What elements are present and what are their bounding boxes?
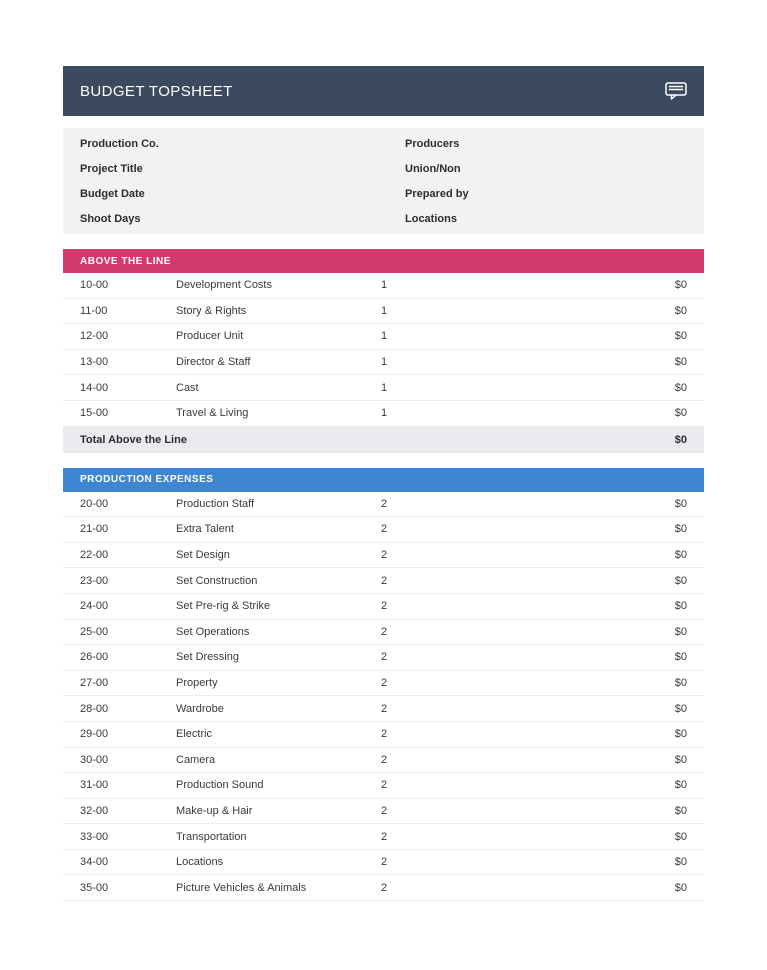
row-amount: $0 <box>674 549 687 562</box>
row-description: Production Sound <box>176 779 264 792</box>
section-production-expenses <box>63 468 704 902</box>
row-code: 22-00 <box>80 549 109 562</box>
row-amount: $0 <box>674 523 687 536</box>
budget-row[interactable] <box>63 401 704 427</box>
row-description: Make-up & Hair <box>176 804 253 817</box>
section-header-production-expenses: PRODUCTION EXPENSES <box>63 468 704 492</box>
row-description: Camera <box>176 753 216 766</box>
row-amount: $0 <box>674 830 687 843</box>
row-qty: 2 <box>381 600 388 613</box>
row-qty: 2 <box>381 523 388 536</box>
budget-row[interactable] <box>63 299 704 325</box>
row-description: Set Construction <box>176 574 258 587</box>
budget-row[interactable] <box>63 375 704 401</box>
row-code: 21-00 <box>80 523 109 536</box>
page-title: BUDGET TOPSHEET <box>80 82 233 100</box>
row-amount: $0 <box>674 625 687 638</box>
row-code: 25-00 <box>80 625 109 638</box>
info-field-label: Production Co. <box>80 137 159 150</box>
row-code: 10-00 <box>80 279 109 292</box>
row-amount: $0 <box>674 356 687 369</box>
row-description: Set Design <box>176 549 230 562</box>
row-qty: 2 <box>381 779 388 792</box>
row-description: Set Operations <box>176 625 250 638</box>
budget-row[interactable] <box>63 620 704 646</box>
row-amount: $0 <box>674 381 687 394</box>
info-field-label: Project Title <box>80 162 143 175</box>
row-code: 15-00 <box>80 407 109 420</box>
section-above-the-line <box>63 249 704 453</box>
row-description: Development Costs <box>176 279 272 292</box>
row-qty: 2 <box>381 574 388 587</box>
sections <box>63 249 704 901</box>
info-column-right <box>405 131 704 231</box>
row-description: Travel & Living <box>176 407 249 420</box>
row-description: Production Staff <box>176 497 255 510</box>
row-code: 14-00 <box>80 381 109 394</box>
row-qty: 2 <box>381 651 388 664</box>
row-code: 33-00 <box>80 830 109 843</box>
row-description: Transportation <box>176 830 247 843</box>
budget-row[interactable] <box>63 594 704 620</box>
row-code: 20-00 <box>80 497 109 510</box>
row-code: 11-00 <box>80 304 108 317</box>
row-description: Extra Talent <box>176 523 234 536</box>
row-description: Set Pre-rig & Strike <box>176 600 271 613</box>
info-box <box>63 128 704 234</box>
row-amount: $0 <box>674 881 687 894</box>
row-amount: $0 <box>674 728 687 741</box>
row-description: Story & Rights <box>176 304 247 317</box>
row-code: 34-00 <box>80 856 109 869</box>
row-amount: $0 <box>674 804 687 817</box>
row-description: Producer Unit <box>176 330 244 343</box>
row-amount: $0 <box>674 304 687 317</box>
row-qty: 2 <box>381 804 388 817</box>
row-qty: 2 <box>381 702 388 715</box>
row-qty: 2 <box>381 497 388 510</box>
budget-row[interactable] <box>63 273 704 299</box>
row-code: 31-00 <box>80 779 109 792</box>
comment-icon[interactable] <box>665 82 687 100</box>
budget-row[interactable] <box>63 799 704 825</box>
budget-row[interactable] <box>63 517 704 543</box>
row-code: 12-00 <box>80 330 109 343</box>
row-amount: $0 <box>674 279 687 292</box>
budget-row[interactable] <box>63 543 704 569</box>
info-field-label: Prepared by <box>405 187 469 200</box>
row-amount: $0 <box>674 677 687 690</box>
row-code: 23-00 <box>80 574 109 587</box>
row-qty: 2 <box>381 753 388 766</box>
row-qty: 1 <box>381 279 388 292</box>
info-field-label: Shoot Days <box>80 212 141 225</box>
budget-row[interactable] <box>63 696 704 722</box>
row-description: Set Dressing <box>176 651 239 664</box>
row-code: 28-00 <box>80 702 109 715</box>
row-qty: 1 <box>381 407 388 420</box>
row-amount: $0 <box>674 702 687 715</box>
row-code: 30-00 <box>80 753 109 766</box>
row-amount: $0 <box>674 330 687 343</box>
budget-row[interactable] <box>63 324 704 350</box>
row-code: 26-00 <box>80 651 109 664</box>
topsheet-header <box>63 66 704 116</box>
row-description: Wardrobe <box>176 702 224 715</box>
row-qty: 2 <box>381 677 388 690</box>
info-field-label: Union/Non <box>405 162 461 175</box>
row-description: Picture Vehicles & Animals <box>176 881 307 894</box>
budget-row[interactable] <box>63 722 704 748</box>
budget-row[interactable] <box>63 875 704 901</box>
budget-topsheet-document <box>63 66 704 901</box>
row-qty: 1 <box>381 381 388 394</box>
row-amount: $0 <box>674 651 687 664</box>
total-amount: $0 <box>674 433 687 446</box>
row-amount: $0 <box>674 497 687 510</box>
budget-row[interactable] <box>63 568 704 594</box>
row-qty: 2 <box>381 728 388 741</box>
section-header-above-the-line: ABOVE THE LINE <box>63 249 704 273</box>
row-amount: $0 <box>674 753 687 766</box>
info-column-left <box>63 131 405 231</box>
row-qty: 1 <box>381 330 388 343</box>
info-field-label: Producers <box>405 137 460 150</box>
budget-row[interactable] <box>63 824 704 850</box>
row-code: 27-00 <box>80 677 109 690</box>
row-code: 32-00 <box>80 804 109 817</box>
row-code: 35-00 <box>80 881 109 894</box>
row-amount: $0 <box>674 856 687 869</box>
row-qty: 2 <box>381 625 388 638</box>
budget-row[interactable] <box>63 748 704 774</box>
row-qty: 1 <box>381 304 388 317</box>
row-description: Property <box>176 677 218 690</box>
row-qty: 2 <box>381 549 388 562</box>
row-description: Locations <box>176 856 224 869</box>
row-qty: 1 <box>381 356 388 369</box>
row-qty: 2 <box>381 881 388 894</box>
info-field-label: Budget Date <box>80 187 145 200</box>
row-qty: 2 <box>381 830 388 843</box>
row-amount: $0 <box>674 600 687 613</box>
row-code: 24-00 <box>80 600 109 613</box>
total-row <box>63 427 704 453</box>
row-code: 13-00 <box>80 356 109 369</box>
row-description: Cast <box>176 381 199 394</box>
budget-row[interactable] <box>63 773 704 799</box>
row-code: 29-00 <box>80 728 109 741</box>
budget-row[interactable] <box>63 350 704 376</box>
budget-row[interactable] <box>63 671 704 697</box>
row-qty: 2 <box>381 856 388 869</box>
row-description: Director & Staff <box>176 356 251 369</box>
row-amount: $0 <box>674 407 687 420</box>
row-amount: $0 <box>674 779 687 792</box>
info-field-label: Locations <box>405 212 457 225</box>
row-description: Electric <box>176 728 213 741</box>
row-amount: $0 <box>674 574 687 587</box>
budget-row[interactable] <box>63 645 704 671</box>
budget-row[interactable] <box>63 850 704 876</box>
budget-row[interactable] <box>63 492 704 518</box>
total-label: Total Above the Line <box>80 433 187 446</box>
